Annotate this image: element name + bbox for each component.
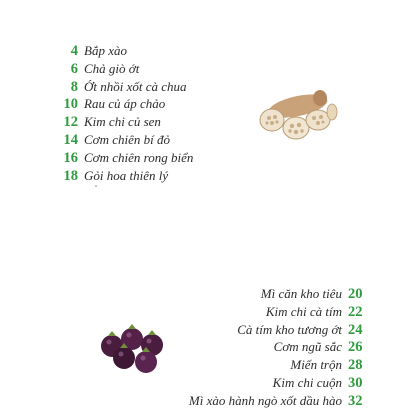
toc-page-number: 26 [348,339,363,356]
toc-page-number: 4 [70,43,78,59]
toc-title: Cơm ngũ sắc [273,339,342,355]
toc-page-number: 24 [348,321,363,338]
toc-title: Mì căn kho tiêu [260,286,342,301]
toc-title: Chả giò ớt [84,60,140,76]
toc-left-column [56,43,193,185]
toc-page-number: 22 [348,303,363,320]
toc-page-number: 14 [63,131,78,148]
toc-page-number: 16 [63,149,78,166]
toc-title: Cơm chiên bí đỏ [84,131,171,147]
toc-entry[interactable] [56,96,193,114]
toc-entry[interactable] [56,168,193,186]
lotus-root-image [254,88,338,140]
toc-page-number: 6 [70,60,78,77]
eggplant-image [98,322,166,378]
toc-entry[interactable] [56,150,193,168]
toc-page-number: 20 [348,286,363,302]
eggplants-icon [101,324,163,373]
toc-title: Mì xào hành ngò xốt dầu hào [188,392,342,408]
toc-entry[interactable] [189,339,370,357]
toc-title: Bắp xào [84,43,127,58]
toc-page-number: 12 [63,114,78,131]
toc-page-number: 18 [63,167,78,184]
toc-title: Cơm chiên rong biển [84,149,194,165]
toc-title: Rau củ áp chảo [84,96,166,112]
toc-title: Miến trộn [290,357,342,373]
toc-title: Gỏi hoa thiên lý [84,167,169,183]
toc-entry[interactable] [56,61,193,79]
toc-page-number: 28 [348,357,363,374]
toc-page-number: 32 [348,392,363,409]
toc-title: Kim chi cà tím [265,303,342,319]
toc-entry[interactable] [56,43,193,61]
toc-title: Cà tím kho tương ớt [237,321,342,337]
toc-page-number: 10 [63,96,78,113]
toc-entry[interactable] [189,375,370,393]
toc-title: Kim chi củ sen [84,114,161,130]
toc-entry[interactable] [189,322,370,340]
lotus-root-slices-icon [260,90,337,139]
toc-entry[interactable] [56,114,193,132]
toc-entry[interactable] [189,393,370,411]
toc-entry[interactable] [189,304,370,322]
toc-entry[interactable] [189,357,370,375]
page-speck [95,185,97,187]
toc-entry[interactable] [189,286,370,304]
toc-page-number: 8 [70,78,78,95]
toc-entry[interactable] [56,79,193,97]
toc-entry[interactable] [56,132,193,150]
toc-title: Kim chi cuộn [272,374,342,390]
toc-title: Ớt nhồi xốt cà chua [84,78,187,94]
toc-right-column [189,286,370,411]
toc-page-number: 30 [348,374,363,391]
